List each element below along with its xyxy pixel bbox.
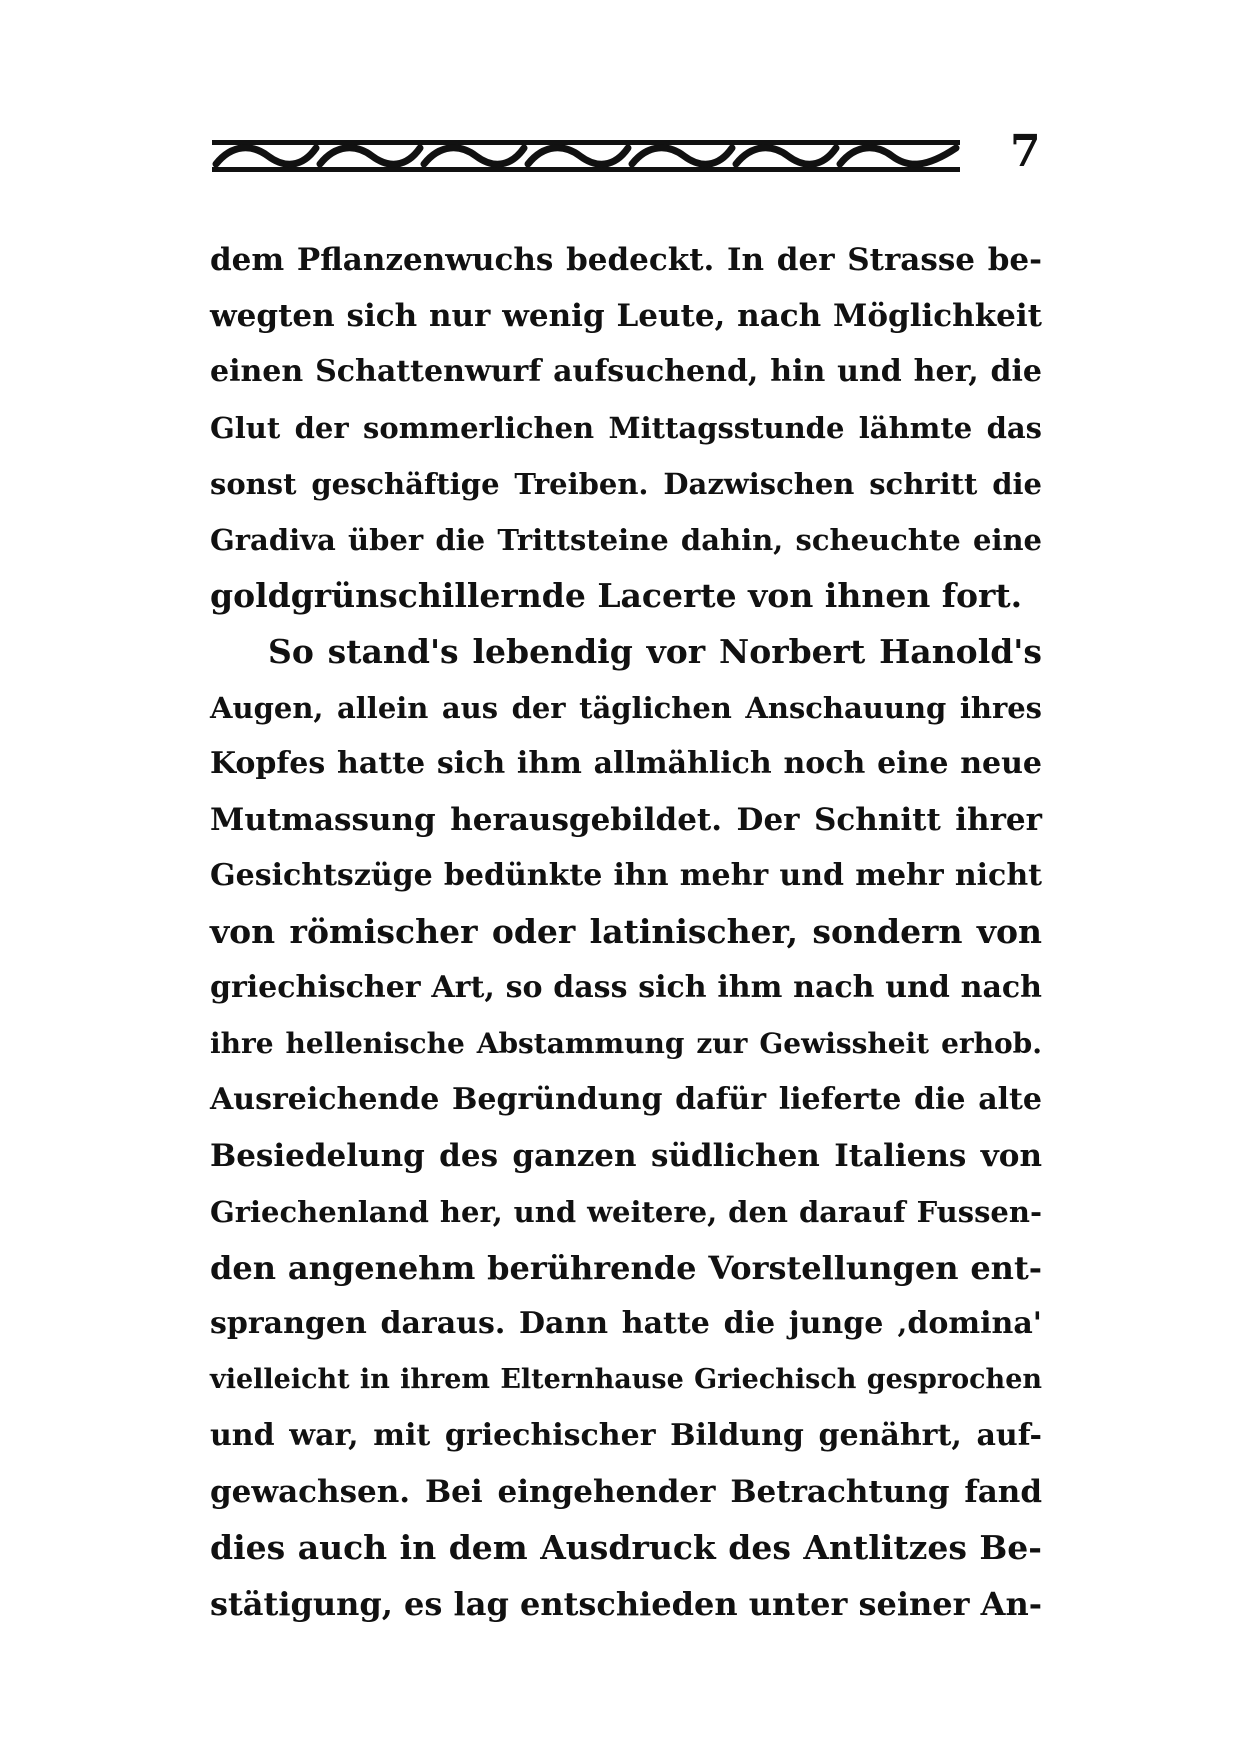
- page-number: 7: [1010, 126, 1041, 177]
- decorative-wave-border-icon: [212, 134, 960, 178]
- text-line: den angenehm berührende Vorstellungen ent-: [210, 1249, 1042, 1287]
- text-line: ihre hellenische Abstammung zur Gewissheit erhob.: [210, 1027, 1042, 1060]
- text-line: griechischer Art, so dass sich ihm nach und nach: [210, 970, 1042, 1005]
- text-line: Augen, allein aus der täglichen Anschauung ihres: [210, 691, 1042, 725]
- text-line: und war, mit griechischer Bildung genährt, auf-: [210, 1418, 1042, 1453]
- text-line: Mutmassung herausgebildet. Der Schnitt ihrer: [210, 802, 1042, 838]
- text-line: vielleicht in ihrem Elternhause Griechisch gesprochen: [210, 1364, 1042, 1395]
- text-line: wegten sich nur wenig Leute, nach Möglichkeit: [210, 298, 1042, 334]
- text-line: sonst geschäftige Treiben. Dazwischen schritt die: [210, 467, 1042, 501]
- text-line: goldgrünschillernde Lacerte von ihnen fort.: [210, 576, 1023, 615]
- text-line: einen Schattenwurf aufsuchend, hin und her, die: [210, 354, 1042, 389]
- text-line: sprangen daraus. Dann hatte die junge ‚domina': [210, 1306, 1042, 1341]
- text-line: Glut der sommerlichen Mittagsstunde lähmte das: [210, 411, 1042, 445]
- text-line: Gradiva über die Trittsteine dahin, scheuchte eine: [210, 523, 1042, 557]
- text-line: Griechenland her, und weitere, den darauf Fussen-: [210, 1195, 1042, 1229]
- text-line: Gesichtszüge bedünkte ihn mehr und mehr nicht: [210, 858, 1042, 893]
- text-line: dies auch in dem Ausdruck des Antlitzes Be-: [210, 1528, 1042, 1567]
- text-line: So stand's lebendig vor Norbert Hanold's: [268, 632, 1042, 671]
- text-line: gewachsen. Bei eingehender Betrachtung fand: [210, 1474, 1042, 1510]
- text-line: von römischer oder latinischer, sondern von: [210, 912, 1042, 951]
- text-line: Besiedelung des ganzen südlichen Italiens von: [210, 1138, 1042, 1174]
- body-text: [210, 232, 1042, 1632]
- text-line: Kopfes hatte sich ihm allmählich noch eine neue: [210, 746, 1042, 781]
- text-line: dem Pflanzenwuchs bedeckt. In der Strasse be-: [210, 242, 1042, 278]
- text-line: stätigung, es lag entschieden unter seiner An-: [210, 1585, 1042, 1623]
- text-line: Ausreichende Begründung dafür lieferte die alte: [210, 1082, 1042, 1117]
